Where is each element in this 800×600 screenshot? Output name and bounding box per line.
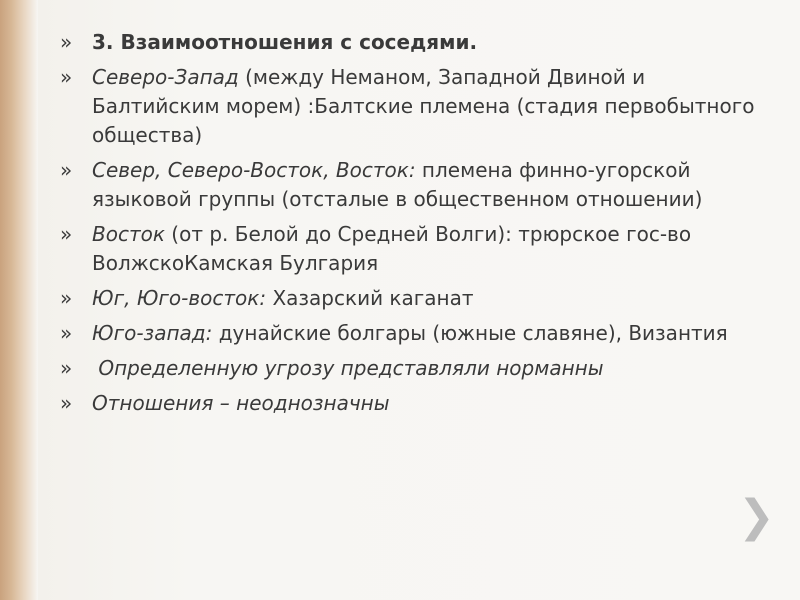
list-item [60,28,772,57]
item-text: дунайские болгары (южные славяне), Византия [212,321,728,345]
bullet-marker-icon: » [60,65,73,89]
list-item [60,319,772,348]
bullet-marker-icon: » [60,321,73,345]
item-lead: Отношения – неоднозначны [92,391,390,415]
list-item [60,220,772,278]
bullet-marker-icon: » [60,222,73,246]
list-item [60,389,772,418]
slide-content [60,28,772,424]
item-lead: Северо-Запад [92,65,239,89]
bullet-marker-icon: » [60,391,73,415]
item-text: (между Неманом, Западной Двиной и Балтийским морем) :Балтские племена (стадия первобытного общества) [92,65,755,147]
list-item [60,156,772,214]
item-lead: Восток [92,222,165,246]
bullet-marker-icon: » [60,356,73,380]
item-lead: Определенную угрозу представляли норманны [92,356,604,380]
item-lead: Север, Северо-Восток, Восток: [92,158,416,182]
item-text: (от р. Белой до Средней Волги): трюрское гос-во ВолжскоКамская Булгария [92,222,692,275]
slide-heading: 3. Взаимоотношения с соседями. [92,30,478,54]
item-text: племена финно-угорской языковой группы (отсталые в общественном отношении) [92,158,703,211]
bullet-marker-icon: » [60,30,73,54]
next-slide-arrow-icon[interactable]: ❯ [738,491,775,542]
list-item [60,354,772,383]
bullet-marker-icon: » [60,286,73,310]
item-lead: Юг, Юго-восток: [92,286,267,310]
bullet-marker-icon: » [60,158,73,182]
bullet-list [60,28,772,418]
list-item [60,63,772,150]
left-decorative-band [0,0,38,600]
item-lead: Юго-запад: [92,321,213,345]
list-item [60,284,772,313]
item-text: Хазарский каганат [266,286,474,310]
